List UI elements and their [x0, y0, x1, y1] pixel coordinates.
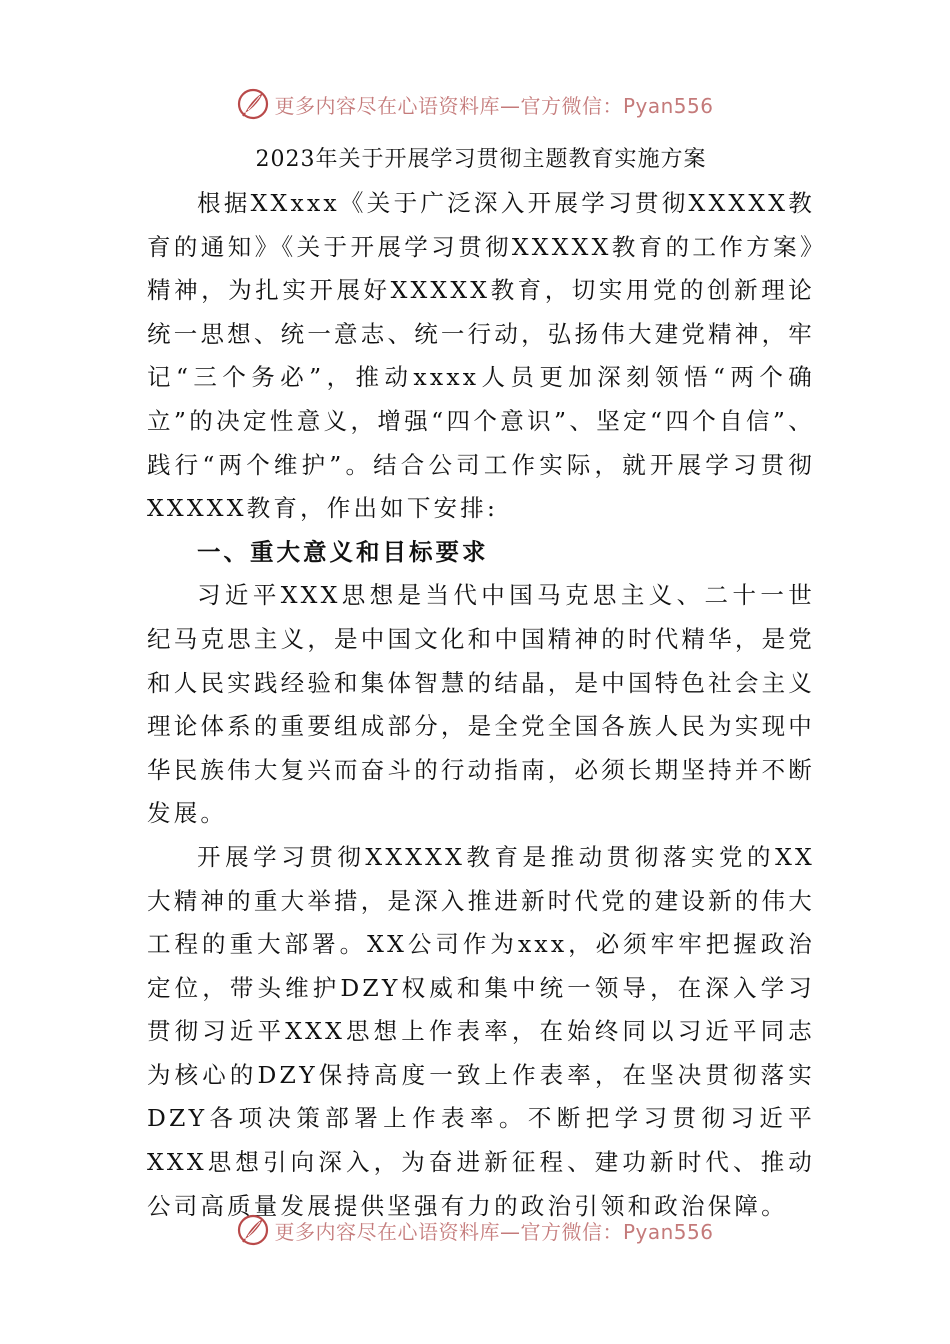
section-1-paragraph-1: 习近平XXX思想是当代中国马克思主义、二十一世纪马克思主义，是中国文化和中国精神的时代精华，是党和人民实践经验和集体智慧的结晶，是中国特色社会主义理论体系的重要组成部分，是全党全国各族人民为实现中华民族伟大复兴而奋斗的行动指南，必须长期坚持并不断发展。: [147, 581, 815, 828]
document-body: [147, 138, 815, 1228]
section-1-paragraph-2: 开展学习贯彻XXXXX教育是推动贯彻落实党的XX大精神的重大举措，是深入推进新时代党的建设新的伟大工程的重大部署。XX公司作为xxx，必须牢牢把握政治定位，带头维护DZY权威和集中统一领导，在深入学习贯彻习近平XXX思想上作表率，在始终同以习近平同志为核心的DZY保持高度一致上作表率，在坚决贯彻落实DZY各项决策部署上作表率。不断把学习贯彻习近平XXX思想引向深入，为奋进新征程、建功新时代、推动公司高质量发展提供坚强有力的政治引领和政治保障。: [147, 842, 815, 1220]
section-1-heading: 一、重大意义和目标要求: [197, 537, 489, 566]
quill-pen-logo-icon: [236, 87, 270, 121]
quill-pen-logo-icon: [236, 1213, 270, 1247]
watermark-text: 更多内容尽在心语资料库—官方微信：Pyan556: [274, 1219, 714, 1244]
watermark-header: [0, 86, 950, 122]
watermark-text: 更多内容尽在心语资料库—官方微信：Pyan556: [274, 93, 714, 118]
intro-paragraph: 根据XXxxx《关于广泛深入开展学习贯彻XXXXX教育的通知》《关于开展学习贯彻XXXXX教育的工作方案》精神，为扎实开展好XXXXX教育，切实用党的创新理论统一思想、统一意志、统一行动，弘扬伟大建党精神，牢记“三个务必”，推动xxxx人员更加深刻领悟“两个确立”的决定性意义，增强“四个意识”、坚定“四个自信”、践行“两个维护”。结合公司工作实际，就开展学习贯彻XXXXX教育，作出如下安排:: [147, 189, 815, 523]
document-title: 2023年关于开展学习贯彻主题教育实施方案: [255, 147, 707, 172]
watermark-footer: [0, 1212, 950, 1248]
